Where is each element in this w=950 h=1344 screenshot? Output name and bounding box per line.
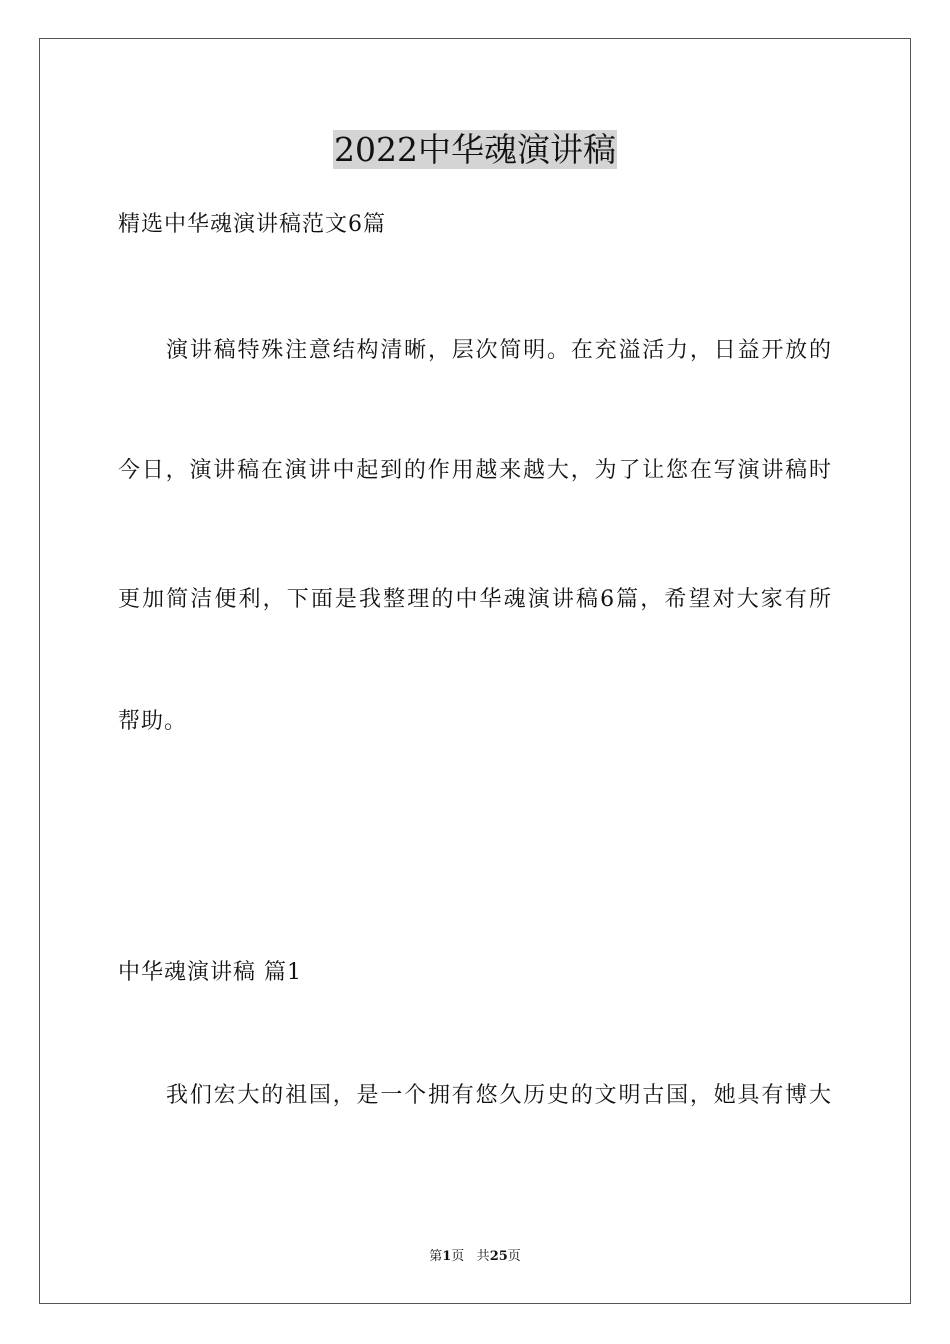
footer-total-suffix: 页 [507,1249,521,1264]
intro-line-3: 更加简洁便利，下面是我整理的中华魂演讲稿6篇，希望对大家有所 [118,587,832,612]
intro-line-1: 演讲稿特殊注意结构清晰，层次简明。在充溢活力，日益开放的 [166,338,832,363]
footer-prefix: 第 [429,1249,443,1264]
document-title-text: 2022中华魂演讲稿 [334,130,616,169]
section-line-1: 我们宏大的祖国，是一个拥有悠久历史的文明古国，她具有博大 [166,1083,832,1108]
footer-total-prefix: 共 [476,1249,490,1264]
page-footer [0,1248,950,1266]
intro-line-2: 今日，演讲稿在演讲中起到的作用越来越大，为了让您在写演讲稿时 [118,458,832,483]
intro-line-4: 帮助。 [118,709,188,734]
footer-total-pages: 25 [489,1249,508,1264]
document-title [0,128,950,172]
footer-page-suffix: 页 [451,1249,465,1264]
section-heading: 中华魂演讲稿 篇1 [118,960,302,985]
footer-page-number: 1 [442,1249,452,1264]
document-subtitle: 精选中华魂演讲稿范文6篇 [118,212,386,237]
